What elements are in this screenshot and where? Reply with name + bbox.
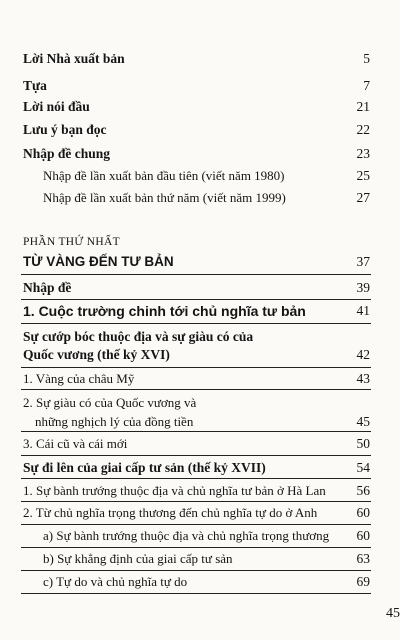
entry-title: 1. Vàng của châu Mỹ <box>23 371 135 386</box>
toc-entry <box>0 370 400 390</box>
section-title: Sự đi lên của giai cấp tư sản (thế kỷ XVII) <box>23 460 266 475</box>
entry-title: Lời Nhà xuất bản <box>23 51 125 66</box>
entry-title: Lưu ý bạn đọc <box>23 122 107 137</box>
divider <box>21 478 371 479</box>
entry-title: Tựa <box>23 78 47 93</box>
entry-page: 5 <box>363 51 370 66</box>
section-entry <box>0 346 400 366</box>
chapter-title: 1. Cuộc trường chinh tới chủ nghĩa tư bản <box>23 303 306 319</box>
section-entry <box>0 459 400 479</box>
entry-page: 21 <box>356 99 370 114</box>
page-number: 45 <box>386 606 400 621</box>
entry-page: 45 <box>356 414 370 429</box>
entry-page: 27 <box>356 190 370 205</box>
part-label: PHẦN THỨ NHẤT <box>23 236 120 248</box>
toc-entry <box>0 394 400 414</box>
toc-entry <box>0 98 400 118</box>
entry-page: 43 <box>356 371 370 386</box>
divider <box>21 431 371 432</box>
divider <box>21 323 371 324</box>
entry-page: 54 <box>356 460 370 475</box>
entry-page: 23 <box>356 146 370 161</box>
entry-title: 3. Cái cũ và cái mới <box>23 436 128 451</box>
part-title-line <box>0 253 400 273</box>
toc-entry <box>0 50 400 70</box>
toc-entry <box>0 145 400 165</box>
divider <box>21 389 371 390</box>
chapter-entry <box>0 302 400 322</box>
entry-title: c) Tự do và chủ nghĩa tự do <box>43 574 188 589</box>
entry-title: Nhập đề lần xuất bản đầu tiên (viết năm 1980) <box>43 168 285 183</box>
entry-page: 25 <box>356 168 370 183</box>
entry-title: Nhập đề chung <box>23 146 111 161</box>
section-title-line2: Quốc vương (thế kỷ XVI) <box>23 347 170 362</box>
entry-title: Nhập đề lần xuất bản thứ năm (viết năm 1999) <box>43 190 286 205</box>
section-entry <box>0 328 400 348</box>
divider <box>21 299 371 300</box>
entry-page: 42 <box>356 347 370 362</box>
toc-entry <box>0 504 400 524</box>
toc-entry <box>0 279 400 299</box>
toc-entry <box>0 527 400 547</box>
entry-title: Lời nói đầu <box>23 99 90 114</box>
divider <box>21 570 371 571</box>
entry-title: b) Sự khẳng định của giai cấp tư sản <box>43 551 233 566</box>
entry-title: Nhập đề <box>23 280 72 295</box>
entry-page: 7 <box>363 78 370 93</box>
entry-title: 1. Sự bành trướng thuộc địa và chủ nghĩa tư bản ở Hà Lan <box>23 483 326 498</box>
toc-entry <box>0 550 400 570</box>
divider <box>21 455 371 456</box>
entry-page: 37 <box>356 254 370 269</box>
entry-page: 60 <box>356 505 370 520</box>
toc-entry <box>0 189 400 209</box>
toc-entry <box>0 573 400 593</box>
entry-title-line2: những nghịch lý của đồng tiền <box>35 414 194 429</box>
entry-title: 2. Từ chủ nghĩa trọng thương đến chủ nghĩa tự do ở Anh <box>23 505 318 520</box>
section-title-line1: Sự cướp bóc thuộc địa và sự giàu có của <box>23 329 254 344</box>
part-title: TỪ VÀNG ĐẾN TƯ BẢN <box>23 254 174 269</box>
entry-title-line1: 2. Sự giàu có của Quốc vương và <box>23 395 197 410</box>
toc-entry <box>0 77 400 97</box>
entry-title: a) Sự bành trướng thuộc địa và chủ nghĩa trọng thương <box>43 528 330 543</box>
entry-page: 39 <box>356 280 370 295</box>
toc-entry <box>0 482 400 502</box>
toc-entry <box>0 121 400 141</box>
entry-page: 63 <box>356 551 370 566</box>
toc-entry <box>0 167 400 187</box>
divider <box>21 274 371 275</box>
entry-page: 60 <box>356 528 370 543</box>
divider <box>21 501 371 502</box>
divider <box>21 547 371 548</box>
divider <box>21 367 371 368</box>
toc-entry <box>0 413 400 433</box>
divider <box>21 524 371 525</box>
entry-page: 69 <box>356 574 370 589</box>
part-label-line <box>0 233 400 253</box>
divider <box>21 593 371 594</box>
entry-page: 50 <box>356 436 370 451</box>
toc-entry <box>0 435 400 455</box>
entry-page: 41 <box>356 303 370 318</box>
entry-page: 56 <box>356 483 370 498</box>
entry-page: 22 <box>356 122 370 137</box>
